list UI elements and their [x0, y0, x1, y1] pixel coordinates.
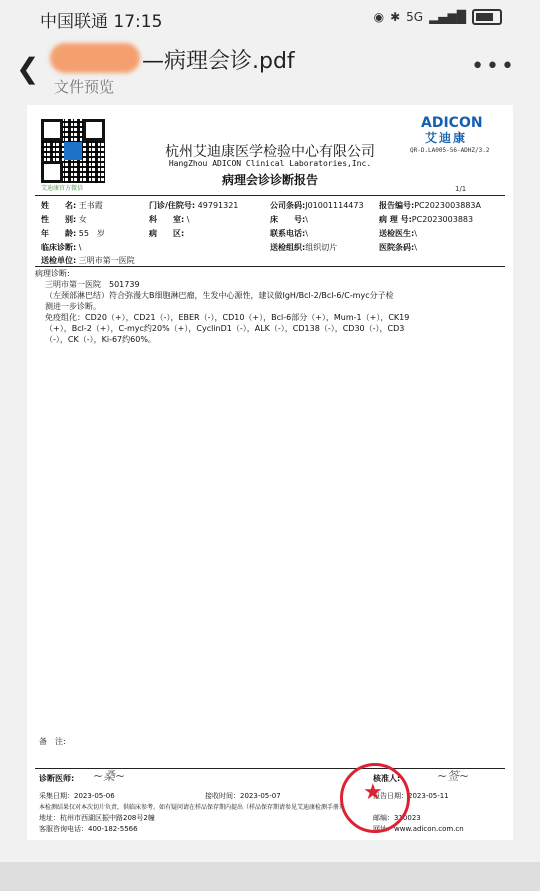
website: 网址：www.adicon.com.cn [373, 825, 464, 833]
bed-value: \ [305, 215, 308, 224]
battery-icon [472, 9, 502, 25]
diagnosis-line: 测进一步诊断。 [45, 302, 101, 311]
phone-value: \ [305, 229, 308, 238]
report-no-label: 报告编号: [379, 201, 415, 210]
title-bar [0, 36, 540, 102]
pdf-page[interactable] [27, 105, 513, 840]
bottom-bar [0, 862, 540, 891]
diagnosis-line: 三明市第一医院 501739 [45, 280, 140, 289]
carrier-time: 中国联通 17:15 [40, 12, 163, 32]
bed-label: 床 号: [270, 215, 306, 224]
unit-value: 三明市第一医院 [78, 256, 135, 265]
report-date: 报告日期：2023-05-11 [373, 792, 449, 800]
status-bar [0, 0, 540, 36]
diagnosis-line: （+），Bcl-2（+），C-myc约20%（+），CyclinD1（-），ALK（-），CD138（-），CD30（-），CD3 [45, 324, 405, 333]
dept-label: 科 室: [149, 215, 185, 224]
signal-icon: ▂▄▆█ [429, 10, 466, 24]
file-preview-label: 文件预览 [54, 78, 115, 96]
star-icon: ★ [363, 780, 383, 805]
ward-label: 病 区: [149, 229, 185, 238]
bluetooth-icon: ✱ [390, 10, 401, 24]
redaction-mark [50, 43, 140, 73]
collect-date: 采集日期：2023-05-06 [39, 792, 115, 800]
diagnosis-heading: 病理诊断: [35, 269, 70, 278]
page-number: 1/1 [455, 185, 467, 193]
company-code-value: J01001114473 [305, 201, 364, 210]
dept-value: \ [186, 215, 190, 224]
path-no-value: PC2023003883 [411, 215, 474, 224]
file-name: —病理会诊.pdf [142, 49, 295, 74]
report-title: 病理会诊诊断报告 [221, 173, 318, 187]
org-name-cn: 杭州艾迪康医学检验中心有限公司 [165, 144, 375, 160]
address: 地址：杭州市西湖区振中路208号2幢 [39, 814, 155, 822]
path-no-label: 病 理 号: [379, 215, 412, 224]
clinic-label: 门诊/住院号: [149, 201, 196, 210]
eye-icon: ◉ [373, 10, 385, 24]
doctor-label: 送检医生: [379, 229, 415, 238]
back-arrow-icon[interactable]: ❮ [16, 52, 40, 85]
hosp-code-label: 医院条码: [379, 243, 415, 252]
receive-date: 接收时间：2023-05-07 [205, 792, 281, 800]
age-label: 年 龄: [41, 229, 77, 238]
sex-value: 女 [78, 215, 87, 224]
clinic-value: 49791321 [197, 201, 239, 210]
notes-label: 备 注: [39, 737, 66, 746]
adicon-logo-cn: 艾迪康 [425, 131, 468, 145]
tissue-value: 组织切片 [305, 243, 338, 252]
postcode: 邮编：310023 [373, 814, 421, 822]
sex-label: 性 别: [41, 215, 77, 224]
diagnosis-line: （左颈部淋巴结）符合弥漫大B细胞淋巴瘤，生发中心源性，建议做IgH/Bcl-2/Bcl-6/C-myc分子检 [45, 291, 394, 300]
more-options-icon[interactable]: ••• [471, 54, 516, 79]
age-value: 55 岁 [78, 229, 105, 238]
doctor-value: \ [414, 229, 417, 238]
diagnosis-line: 免疫组化：CD20（+），CD21（-），EBER（-），CD10（+），Bcl-6部分（+），Mum-1（+），CK19 [45, 313, 410, 322]
org-name-en: HangZhou ADICON Clinical Laboratories,Inc. [168, 159, 372, 168]
report-no-value: PC2023003883A [414, 201, 481, 210]
company-code-label: 公司条码: [270, 201, 306, 210]
hotline: 客服咨询电话：400-182-5566 [39, 825, 138, 833]
adicon-logo: ADICON [421, 115, 483, 131]
reviewer-label: 核准人: [373, 774, 401, 783]
signal-label: 5G [406, 10, 424, 24]
disclaimer: 本检测结果仅对本次切片负责，供临床参考。如有疑问请在样品保存期内提出（样品保存期请参见艾迪康检测手册）。 [39, 804, 349, 811]
phone-label: 联系电话: [270, 229, 306, 238]
divider [35, 195, 505, 196]
tissue-label: 送检组织: [270, 243, 306, 252]
name-value: 王书霞 [78, 201, 103, 210]
divider [35, 266, 505, 267]
clinical-dx-value: \ [78, 243, 82, 252]
diagnosis-line: （-），CK（-），Ki-67约60%。 [45, 335, 156, 344]
doctor-signature: ~桑~ [93, 769, 126, 783]
clinical-dx-label: 临床诊断: [41, 243, 77, 252]
form-code: QR-D.LA005-56-ADHZ/3.2 [410, 147, 490, 154]
reviewer-signature: ~签~ [437, 769, 470, 783]
status-icons [374, 9, 502, 25]
official-seal [340, 763, 410, 833]
unit-label: 送检单位: [41, 256, 77, 265]
diagnosis-section [35, 268, 505, 345]
name-label: 姓 名: [41, 201, 77, 210]
dx-doctor-label: 诊断医师: [39, 774, 75, 783]
qr-label: 艾迪康官方微信 [41, 185, 84, 192]
hosp-code-value: \ [414, 243, 417, 252]
